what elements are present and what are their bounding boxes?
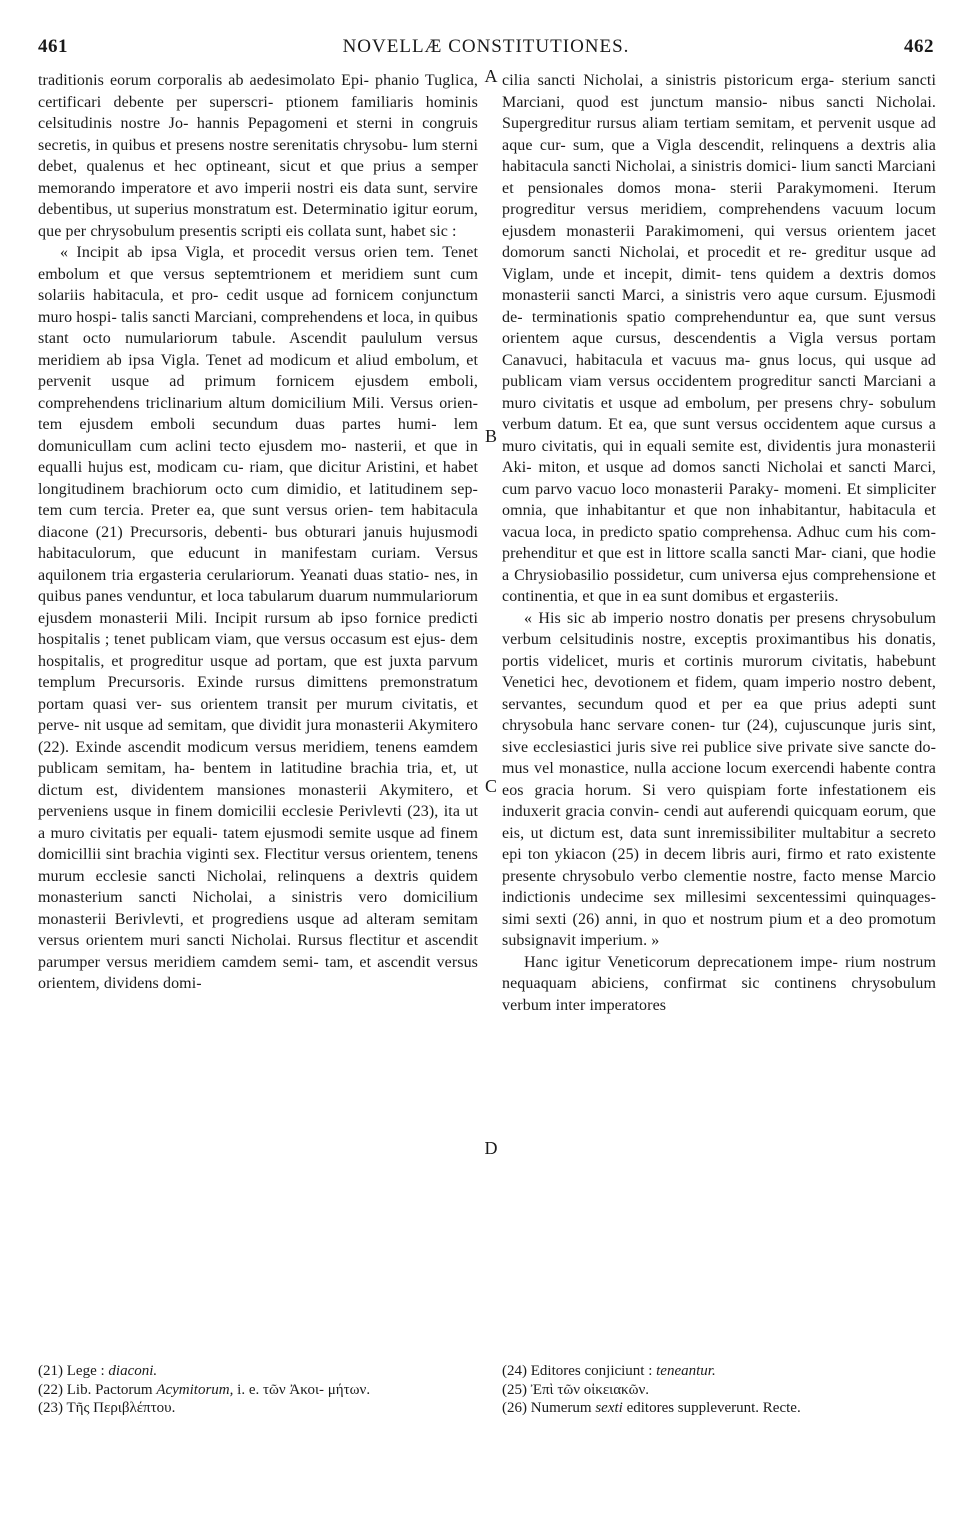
footnote-text: Ἐπὶ τῶν οἰκειακῶν. bbox=[530, 1381, 650, 1398]
footnote-text: Τῆς Περιβλέπτου. bbox=[66, 1400, 176, 1416]
right-column bbox=[502, 70, 936, 1016]
footnote-21 bbox=[38, 1362, 478, 1381]
footnote-italic: diaconi. bbox=[108, 1363, 158, 1379]
margin-letter-a: A bbox=[484, 66, 498, 86]
footnote-italic: Acymitorum, bbox=[156, 1381, 234, 1398]
right-paragraph-3: Hanc igitur Veneticorum deprecationem impe- rium nostrum nequaquam abiciens, confirmat sic continens chrysobulum verbum inter imperatores bbox=[502, 953, 936, 1014]
footnote-26 bbox=[502, 1399, 936, 1418]
footnote-suffix: editores suppleverunt. Recte. bbox=[626, 1400, 801, 1416]
footnote-22 bbox=[38, 1381, 478, 1400]
footnote-suffix: i. e. τῶν Ἀκοι- μήτων. bbox=[237, 1381, 371, 1398]
margin-letter-c: C bbox=[484, 776, 497, 796]
running-header bbox=[38, 36, 934, 62]
footnote-24 bbox=[502, 1362, 936, 1381]
footnote-number: (21) bbox=[38, 1363, 63, 1379]
footnote-text: Lib. Pactorum bbox=[66, 1381, 153, 1398]
running-title: NOVELLÆ CONSTITUTIONES. bbox=[342, 36, 630, 57]
footnote-number: (26) bbox=[502, 1400, 527, 1416]
page-number-left: 461 bbox=[38, 36, 68, 57]
footnote-23 bbox=[38, 1399, 478, 1418]
right-paragraph-2: « His sic ab imperio nostro donatis per presens chrysobulum verbum celsitudinis nostre, exceptis proximantibus his donatis, portis videlicet, muris et cortinis murorum civitatis, habebunt Venetici hec, devotionem et fidem, quam imperio nostro debent, servantes, secundum quod et per ea que prius adepti sunt chrysobula hanc servare conen- tur (24), cujuscunque juris sint, sive ecclesiastici juris sive rei publice sive private sive sancte do- mus vel monastice, nulla accione locum exercendi habente contra eos gracia horum. Si vero quispiam forte infestationem eis induxerit gracia convin- cendi aut auferendi quicquam eorum, que eis, ut dictum est, data sunt inremissibiliter multabitur a secreto epi ton ykiacon (25) in decem libris auri, firmo et rato existente presente chrysobulo verbo clementie nostre, facto mense Marcio indictionis undecime sex millesimi sexcentessimi quinquages- simi sexti (26) anni, in quo et nostrum pium et a deo promotum subsignavit imperium. » bbox=[502, 609, 936, 949]
footnote-text: Numerum bbox=[530, 1400, 592, 1416]
footnote-text: Editores conjiciunt : bbox=[530, 1363, 653, 1379]
margin-letter-d: D bbox=[484, 1138, 498, 1158]
footnote-number: (22) bbox=[38, 1381, 63, 1398]
footnote-number: (25) bbox=[502, 1381, 527, 1398]
margin-letter-b: B bbox=[484, 426, 497, 446]
left-paragraph-1: traditionis eorum corporalis ab aedesimolato Epi- phanio Tuglica, certificari debente per superscri- ptionem familiaris hominis celsitudinis nostre Jo- hannis Pepagomeni et sterni in congruis secretis, in quibus et presens nostre serenitatis chrysobu- lum sterni debet, qualenus et hec optineant, sicut et que prius a semper memorando imperatore et avo imperii nostri eis data sunt, servire debentibus, ut superius monstratum est. Determinatio igitur eorum, que per chrysobulum presentis scripti eis collata sunt, habet sic : bbox=[38, 72, 478, 240]
footnote-number: (24) bbox=[502, 1363, 527, 1379]
footnote-italic: sexti bbox=[595, 1400, 623, 1416]
left-paragraph-2: « Incipit ab ipsa Vigla, et procedit versus orien tem. Tenet embolum et que versus septemtrionem et meridiem sunt cum solariis habitacula, et pro- cedit usque ad fornicem conjunctum muro hospi- talis sancti Marciani, comprehendens et loca, in quibus stant octo numulariorum tabule. Ascendit paululum versus meridiem ab ipsa Vigla. Tenet ad modicum et aliud embolum, et pervenit usque ad primum fornicem ejusdem emboli, comprehendens triclinarium altum domicilium Mili. Versus orien- tem ejusdem emboli secundum duas partes humi- lem domunicullam cum aclini tecto ejusdem mo- nasterii, et que in equalli hujus est, modicam cu- riam, que dicitur Aristini, et habet longitudinem brachiorum octo cum dimidio, et latitudinem sep- tem cum tercia. Preter ea, que sunt versus orien- tem habitacula diacone (21) Precursoris, debenti- bus obturari januis hujusmodi habitaculorum, que educunt in manifestam curiam. Versus aquilonem tria ergasteria cerulariorum. Yeanati duas statio- nes, in quibus panes venduntur, et loca tabularum duarum nummulariorum ejusdem monasterii Mili. Incipit rursum ab ipso fornice predicti hospitalis ; tenet publicam viam, que versus occasum est ejus- dem hospitalis, et progreditur usque ad portam, que est juxta parvum templum Precursoris. Exinde rursus dimittens premonstratum portam quasi ver- sus orientem transit per murum civitatis, et perve- nit usque ad semitam, que dividit jura monasterii Akymitero (22). Exinde ascendit modicum versus meridiem, tenens eamdem publicam semitam, ha- bentem in latitudine brachia tria, et, ut dictum est, dividentem mansiones monasterii Akymitero, et perveniens usque in finem domicilii ecclesie Perivlevti (23), ita ut a muro civitatis per equali- tatem ejusmodi semite usque ad finem domicillii sint brachia viginti sex. Flectitur versus orientem, tenens murum ecclesie sancti Nicholai, relinquens a dextris quidem monasterium sancti Nicholai, a sinistris vero domicilium monasterii Berivlevti, et progrediens usque ad alteram semitam versus orientem muri sancti Nicholai. Rursus flectitur et ascendit parumper versus meridiem camdem semi- tam, et ascendit versus orientem, dividens domi- bbox=[38, 244, 478, 992]
footnotes-right bbox=[502, 1362, 936, 1418]
left-column bbox=[38, 70, 478, 995]
footnote-italic: teneantur. bbox=[656, 1363, 716, 1379]
footnotes-left bbox=[38, 1362, 478, 1418]
footnote-25 bbox=[502, 1381, 936, 1400]
footnote-text: Lege : bbox=[66, 1363, 105, 1379]
footnote-number: (23) bbox=[38, 1400, 63, 1416]
page-number-right: 462 bbox=[904, 36, 934, 57]
right-paragraph-1: cilia sancti Nicholai, a sinistris pistoricum erga- sterium sancti Marciani, quod est junctum mansio- nibus sancti Nicholai. Supergreditur rursus aliam tertiam semitam, et pervenit usque ad aque cur- sum, que a Vigla descendit, relinquens a dextris alia habitacula sancti Nicholai, a sinistris domici- lium sancti Marciani et pensionales domos mona- sterii Parakymomeni. Iterum progreditur versus meridiem, comprehendens vacuum locum ejusdem monasterii Parakimomeni, qui versus orientem jacet domorum sancti Nicholai, et procedit et re- greditur usque ad Viglam, unde et incepit, dimit- tens quidem a dextris domos monasterii sancti Marci, a sinistris vero aque cursum. Ejusmodi de- terminationis spatio comprehenduntur ea, que sunt versus orientem aque cursus, descendentis a Vigla versus portam Canavuci, habitacula et vacuus ma- gnus locus, qui usque ad publicam viam versus occidentem progreditur sancti Marciani a muro civitatis et usque ad embolum, per presens chry- sobulum verbum datum. Et ea, que sunt versus occidentem aque cursus a muro civitatis, qui in equali semite est, dividentis jura monasterii Aki- miton, et usque ad domos sancti Nicholai et sancti Marci, cum parvo vacuo loco monasterii Paraky- momeni. Et simpliciter omnia, que inhabitantur et que non inhabitantur, habitacula et vacua loca, in predicto spatio comprehensa. Adhuc cum his com- prehenditur et que est in littore scalla sancti Mar- ciani, que hodie a Chrysiobasilio possidetur, cum universa ejus comprehensione et continentia, et que in ea sunt domibus et ergasteriis. bbox=[502, 72, 936, 605]
